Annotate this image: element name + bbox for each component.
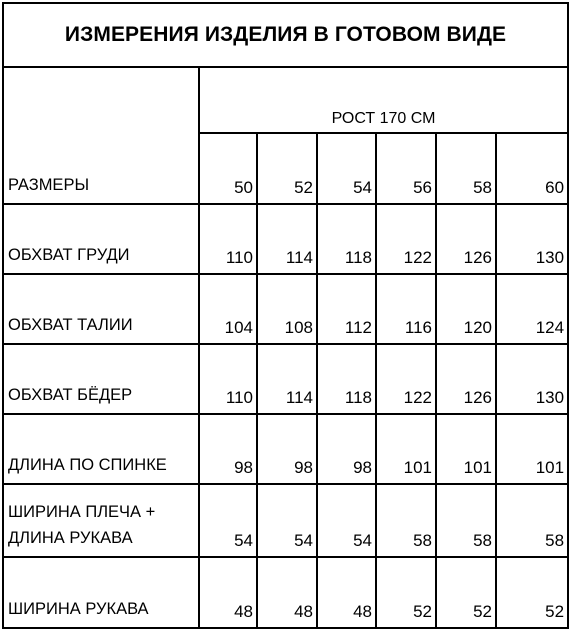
measurement-value: 108 — [257, 274, 317, 344]
measurement-value: 118 — [317, 344, 376, 414]
size-value: 58 — [436, 133, 496, 204]
measurement-value: 101 — [496, 414, 568, 484]
table-title: ИЗМЕРЕНИЯ ИЗДЕЛИЯ В ГОТОВОМ ВИДЕ — [3, 3, 568, 67]
measurement-value: 52 — [496, 557, 568, 628]
measurement-label — [3, 557, 199, 628]
measurement-value: 58 — [496, 484, 568, 557]
measurement-value: 122 — [376, 344, 436, 414]
measurement-label — [3, 344, 199, 414]
measurement-value: 98 — [257, 414, 317, 484]
table-row — [3, 274, 568, 344]
measurement-label — [3, 484, 199, 557]
size-value: 50 — [199, 133, 257, 204]
measurement-label-line: ОБХВАТ БЁДЕР — [8, 386, 133, 404]
table-row — [3, 557, 568, 628]
measurement-label-line: ШИРИНА ПЛЕЧА + — [8, 503, 156, 521]
measurement-value: 104 — [199, 274, 257, 344]
size-value: 56 — [376, 133, 436, 204]
measurement-value: 110 — [199, 344, 257, 414]
measurement-value: 48 — [199, 557, 257, 628]
measurement-value: 54 — [317, 484, 376, 557]
measurement-label-line: ШИРИНА РУКАВА — [8, 600, 149, 618]
table-row — [3, 344, 568, 414]
measurement-value: 101 — [436, 414, 496, 484]
height-label: РОСТ 170 СМ — [199, 67, 568, 133]
table-row — [3, 414, 568, 484]
measurement-value: 112 — [317, 274, 376, 344]
measurement-value: 58 — [376, 484, 436, 557]
measurement-label-line: ДЛИНА РУКАВА — [8, 529, 133, 547]
measurement-value: 52 — [376, 557, 436, 628]
measurement-label-line: ОБХВАТ ТАЛИИ — [8, 316, 133, 334]
measurement-value: 98 — [199, 414, 257, 484]
measurement-value: 122 — [376, 204, 436, 274]
measurement-value: 114 — [257, 344, 317, 414]
measurement-value: 116 — [376, 274, 436, 344]
size-value: 54 — [317, 133, 376, 204]
measurement-value: 98 — [317, 414, 376, 484]
measurement-value: 120 — [436, 274, 496, 344]
measurement-value: 48 — [257, 557, 317, 628]
measurement-value: 130 — [496, 344, 568, 414]
table-row — [3, 204, 568, 274]
measurement-value: 48 — [317, 557, 376, 628]
measurement-label — [3, 204, 199, 274]
measurement-value: 126 — [436, 204, 496, 274]
measurement-value: 114 — [257, 204, 317, 274]
measurement-value: 126 — [436, 344, 496, 414]
measurements-table — [2, 2, 569, 629]
measurement-value: 110 — [199, 204, 257, 274]
measurement-value: 54 — [257, 484, 317, 557]
measurement-value: 130 — [496, 204, 568, 274]
size-value: 52 — [257, 133, 317, 204]
measurement-label-line: ОБХВАТ ГРУДИ — [8, 246, 130, 264]
measurement-label-line: ДЛИНА ПО СПИНКЕ — [8, 456, 167, 474]
measurement-value: 52 — [436, 557, 496, 628]
sizes-label: РАЗМЕРЫ — [3, 67, 199, 204]
measurement-value: 54 — [199, 484, 257, 557]
measurement-value: 58 — [436, 484, 496, 557]
measurement-label — [3, 274, 199, 344]
measurement-value: 124 — [496, 274, 568, 344]
measurement-label — [3, 414, 199, 484]
measurement-value: 118 — [317, 204, 376, 274]
table-row — [3, 484, 568, 557]
measurement-value: 101 — [376, 414, 436, 484]
size-value: 60 — [496, 133, 568, 204]
